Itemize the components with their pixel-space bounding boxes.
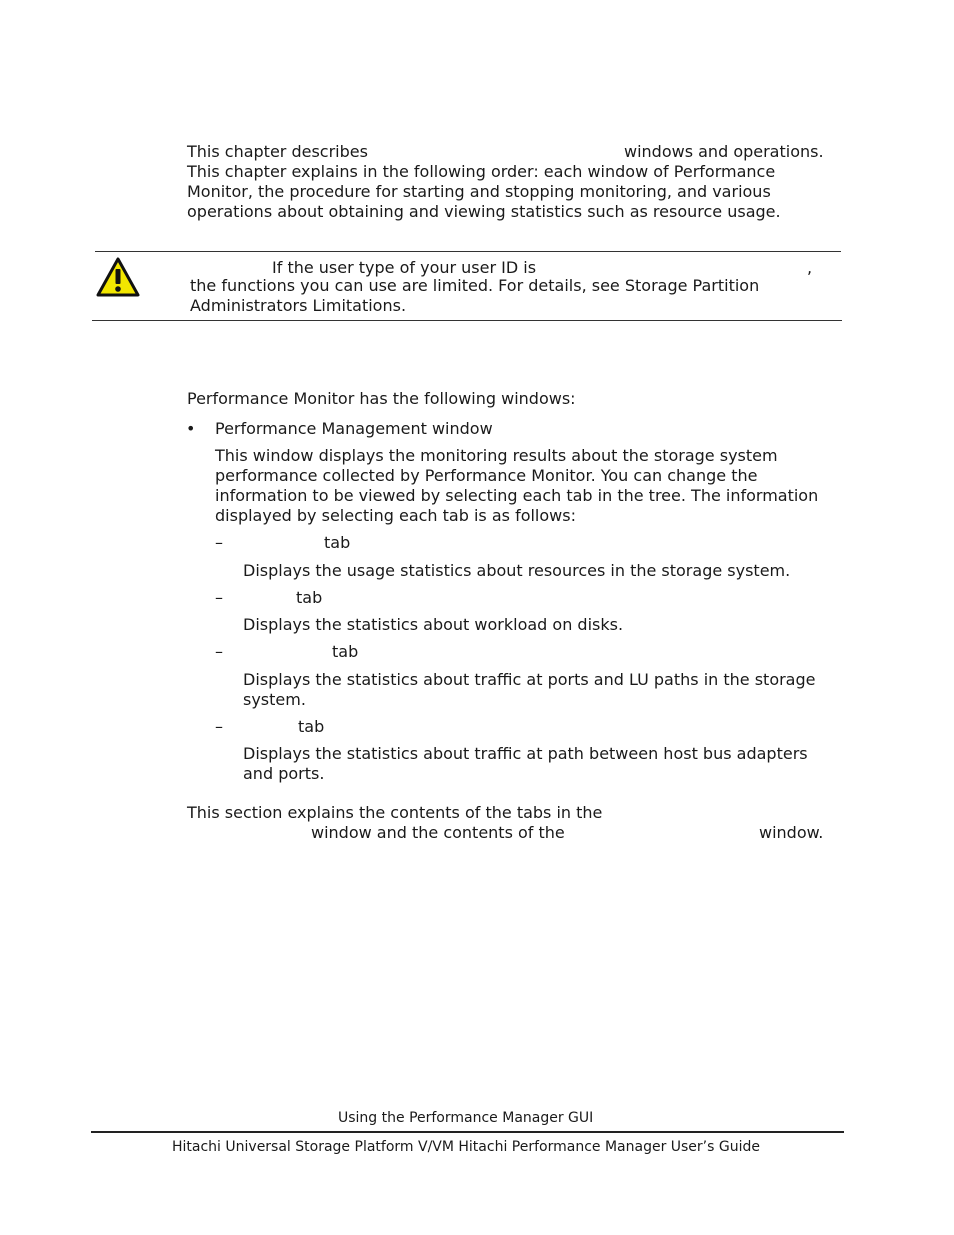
intro-line-1a: This chapter describes bbox=[187, 142, 368, 161]
footer-chapter-title: Using the Performance Manager GUI bbox=[338, 1110, 594, 1126]
section-line-1: This section explains the contents of the tabs in the bbox=[187, 803, 603, 822]
tab-label: tab bbox=[296, 588, 323, 607]
window-desc-3: information to be viewed by selecting each tab in the tree. The information bbox=[215, 486, 819, 505]
bullet-marker: • bbox=[186, 419, 196, 438]
warning-triangle-icon bbox=[95, 256, 141, 298]
tab-description-cont: system. bbox=[243, 690, 306, 709]
bullet-title: Performance Management window bbox=[215, 419, 493, 438]
tab-label: tab bbox=[332, 642, 359, 661]
tab-dash: – bbox=[215, 717, 223, 736]
intro-line-3: Monitor, the procedure for starting and stopping monitoring, and various bbox=[187, 182, 771, 201]
tab-label: tab bbox=[298, 717, 325, 736]
footer-guide-title: Hitachi Universal Storage Platform V/VM Hitachi Performance Manager User’s Guide bbox=[172, 1139, 760, 1155]
tab-description: Displays the statistics about traffic at path between host bus adapters bbox=[243, 744, 808, 763]
windows-intro: Performance Monitor has the following windows: bbox=[187, 389, 576, 408]
section-line-2a: window and the contents of the bbox=[311, 823, 565, 842]
caution-bottom-rule bbox=[92, 320, 842, 321]
caution-line-1a: If the user type of your user ID is bbox=[272, 258, 537, 277]
caution-top-rule bbox=[95, 251, 841, 252]
tab-dash: – bbox=[215, 642, 223, 661]
tab-description: Displays the statistics about traffic at ports and LU paths in the storage bbox=[243, 670, 816, 689]
window-desc-4: displayed by selecting each tab is as follows: bbox=[215, 506, 576, 525]
footer-rule bbox=[91, 1131, 844, 1133]
caution-line-1b: , bbox=[807, 258, 813, 277]
caution-line-3: Administrators Limitations. bbox=[190, 296, 407, 315]
caution-line-2: the functions you can use are limited. For details, see Storage Partition bbox=[190, 276, 760, 295]
intro-line-1b: windows and operations. bbox=[624, 142, 824, 161]
tab-dash: – bbox=[215, 588, 223, 607]
intro-line-2: This chapter explains in the following order: each window of Performance bbox=[187, 162, 776, 181]
window-desc-2: performance collected by Performance Monitor. You can change the bbox=[215, 466, 758, 485]
tab-description-cont: and ports. bbox=[243, 764, 325, 783]
tab-label: tab bbox=[324, 533, 351, 552]
tab-dash: – bbox=[215, 533, 223, 552]
tab-description: Displays the usage statistics about resources in the storage system. bbox=[243, 561, 791, 580]
tab-description: Displays the statistics about workload on disks. bbox=[243, 615, 624, 634]
section-line-2b: window. bbox=[759, 823, 824, 842]
window-desc-1: This window displays the monitoring results about the storage system bbox=[215, 446, 778, 465]
intro-line-4: operations about obtaining and viewing statistics such as resource usage. bbox=[187, 202, 781, 221]
